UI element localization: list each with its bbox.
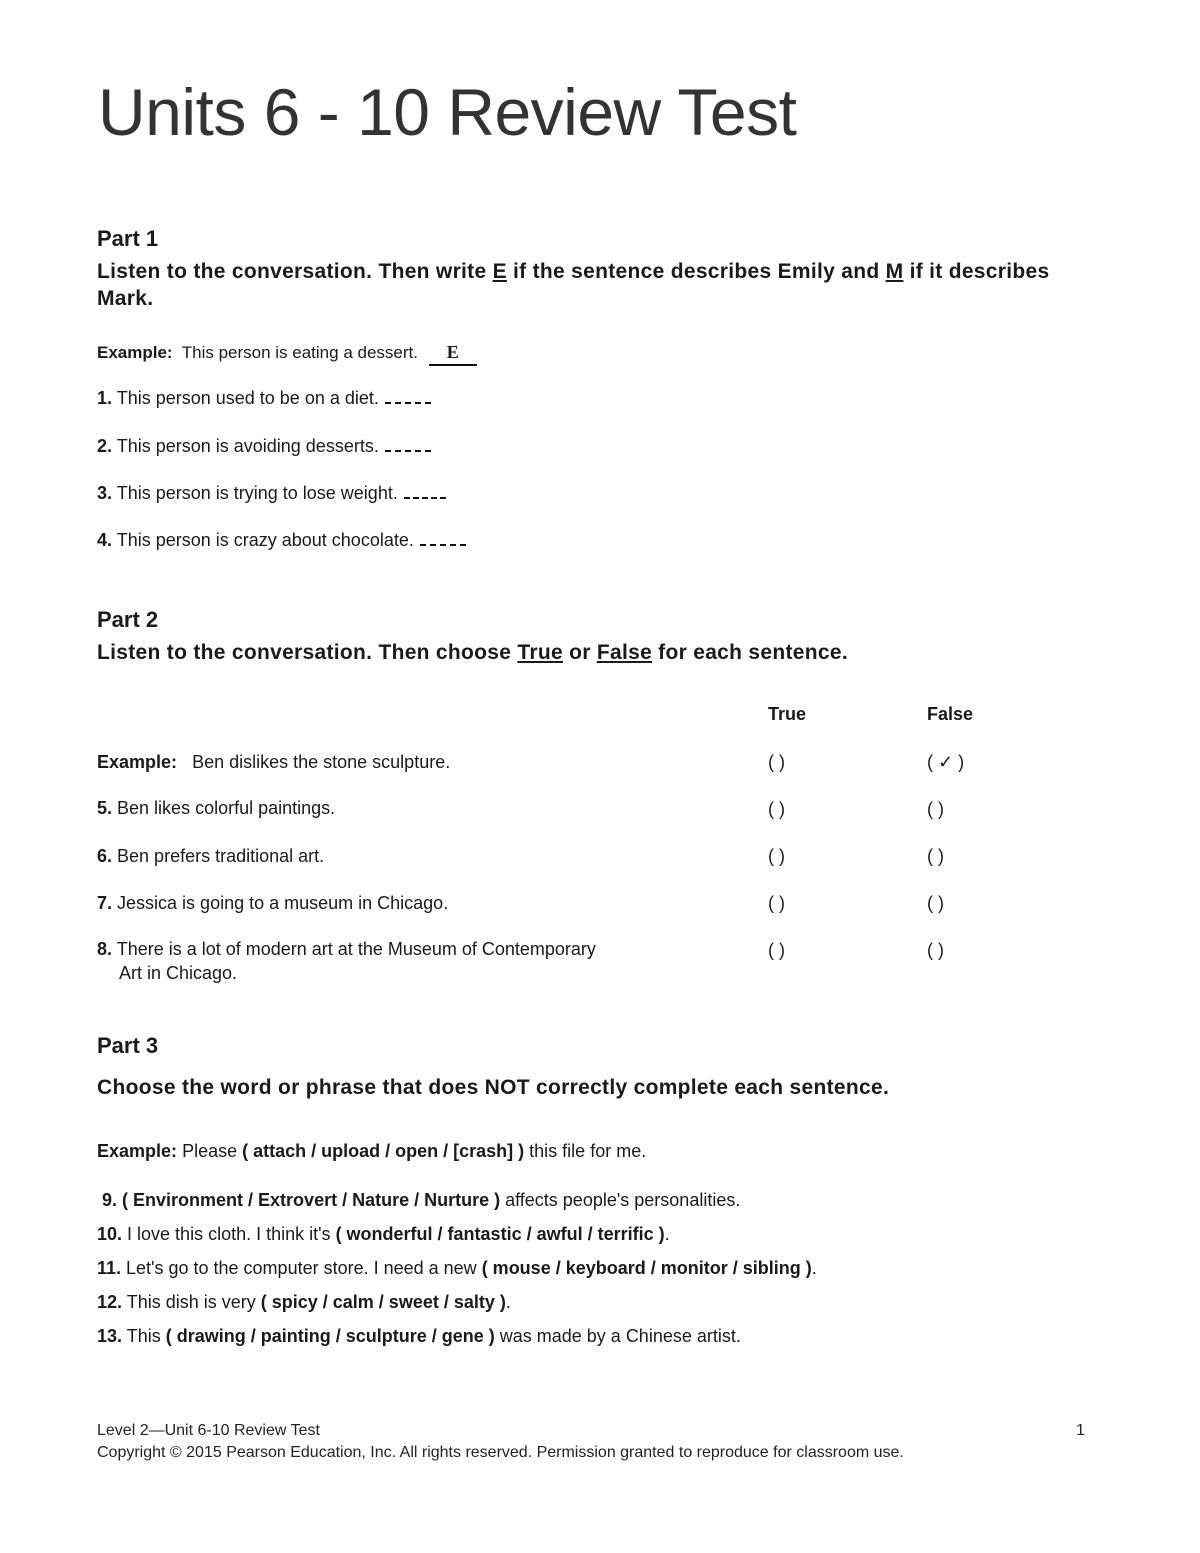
- false-option[interactable]: ( ): [927, 799, 944, 819]
- false-option[interactable]: ( ): [927, 940, 944, 960]
- part2-instr-pre: Listen to the conversation. Then choose: [97, 641, 518, 664]
- example-answer: E: [429, 340, 477, 366]
- part1-item-3: [97, 481, 446, 505]
- part3-item-12: [97, 1292, 511, 1313]
- example-pre: Please: [182, 1141, 238, 1161]
- part2-example: [97, 750, 450, 774]
- item-pre: This dish is very: [122, 1292, 261, 1312]
- part1-instr-mid: if the sentence describes Emily and: [506, 260, 886, 283]
- part2-instr-or: or: [562, 641, 597, 664]
- part3-item-13: [97, 1326, 741, 1347]
- page-number: 1: [1076, 1422, 1085, 1439]
- answer-blank[interactable]: [404, 483, 446, 499]
- item-number: 3.: [97, 483, 113, 503]
- example-label: Example:: [97, 343, 173, 362]
- item-number: 4.: [97, 530, 113, 550]
- item-text: There is a lot of modern art at the Museum of Contemporary: [116, 939, 596, 959]
- page-title: Units 6 - 10 Review Test: [98, 75, 797, 149]
- part1-item-4: [97, 528, 466, 552]
- item-number: 13.: [97, 1326, 123, 1346]
- example-label: Example:: [97, 1141, 178, 1161]
- column-header-false: False: [927, 704, 974, 724]
- item-pre: This: [122, 1326, 166, 1346]
- item-number: 1.: [97, 388, 113, 408]
- part2-item-6: [97, 844, 324, 868]
- example-text: This person is eating a dessert.: [181, 343, 418, 362]
- example-false-option-checked[interactable]: ( ✓ ): [927, 752, 965, 772]
- part1-label: Part 1: [97, 226, 159, 251]
- part2-item-8: [97, 937, 596, 985]
- part3-instructions: Choose the word or phrase that does NOT correctly complete each sentence.: [97, 1076, 890, 1099]
- item-choices: ( Environment / Extrovert / Nature / Nurture ): [122, 1190, 501, 1210]
- true-option[interactable]: ( ): [768, 893, 785, 913]
- example-true-option[interactable]: ( ): [768, 752, 785, 772]
- item-number: 10.: [97, 1224, 123, 1244]
- part1-item-2: [97, 434, 431, 458]
- part1-instr-pre: Listen to the conversation. Then write: [97, 260, 493, 283]
- example-post: this file for me.: [529, 1141, 647, 1161]
- part2-instructions: [97, 639, 1057, 666]
- item-text: Jessica is going to a museum in Chicago.: [117, 893, 449, 913]
- item-text: This person used to be on a diet.: [116, 388, 379, 408]
- footer-title: Level 2—Unit 6-10 Review Test: [97, 1422, 320, 1439]
- item-post: .: [505, 1292, 511, 1312]
- item-number: 7.: [97, 893, 113, 913]
- part1-instr-e: E: [492, 260, 507, 283]
- item-text: This person is trying to lose weight.: [116, 483, 398, 503]
- example-choices: ( attach / upload / open / [crash] ): [242, 1141, 525, 1161]
- item-choices: ( spicy / calm / sweet / salty ): [260, 1292, 506, 1312]
- item-number: 9.: [102, 1190, 118, 1210]
- part2-label: Part 2: [97, 607, 159, 632]
- item-post: .: [811, 1258, 817, 1278]
- item-post: .: [664, 1224, 670, 1244]
- part1-instr-post: if it describes Mark.: [97, 260, 1050, 310]
- answer-blank[interactable]: [385, 388, 431, 404]
- part3-item-11: [97, 1258, 817, 1279]
- footer-copyright: Copyright © 2015 Pearson Education, Inc. All rights reserved. Permission granted to reproduce for classroom use.: [97, 1444, 904, 1461]
- item-text: Ben prefers traditional art.: [117, 846, 325, 866]
- item-text: This person is avoiding desserts.: [116, 436, 379, 456]
- answer-blank[interactable]: [420, 530, 466, 546]
- item-number: 5.: [97, 798, 113, 818]
- item-number: 8.: [97, 939, 113, 959]
- item-pre: I love this cloth. I think it's: [122, 1224, 336, 1244]
- part2-instr-false: False: [596, 641, 653, 664]
- false-option[interactable]: ( ): [927, 893, 944, 913]
- item-text: Ben likes colorful paintings.: [117, 798, 336, 818]
- answer-blank[interactable]: [385, 436, 431, 452]
- true-option[interactable]: ( ): [768, 799, 785, 819]
- item-choices: ( mouse / keyboard / monitor / sibling ): [481, 1258, 812, 1278]
- item-choices: ( wonderful / fantastic / awful / terrific ): [335, 1224, 665, 1244]
- false-option[interactable]: ( ): [927, 846, 944, 866]
- column-header-true: True: [768, 704, 807, 724]
- part1-item-1: [97, 386, 431, 410]
- item-pre: Let's go to the computer store. I need a new: [121, 1258, 482, 1278]
- item-choices: ( drawing / painting / sculpture / gene ): [165, 1326, 495, 1346]
- example-text: Ben dislikes the stone sculpture.: [192, 752, 451, 772]
- part3-label: Part 3: [97, 1033, 159, 1058]
- item-number: 12.: [97, 1292, 123, 1312]
- part2-item-7: [97, 891, 448, 915]
- part1-instr-m: M: [885, 260, 904, 283]
- item-text: This person is crazy about chocolate.: [116, 530, 414, 550]
- example-label: Example:: [97, 752, 178, 772]
- part1-instructions: [97, 258, 1057, 312]
- item-post: affects people's personalities.: [500, 1190, 741, 1210]
- part2-instr-post: for each sentence.: [652, 641, 848, 664]
- item-number: 11.: [97, 1258, 122, 1278]
- part1-example: [97, 340, 477, 366]
- part2-item-5: [97, 796, 335, 820]
- part3-item-10: [97, 1224, 670, 1245]
- item-text-continued: Art in Chicago.: [119, 963, 238, 983]
- item-number: 6.: [97, 846, 113, 866]
- part3-example: [97, 1141, 646, 1162]
- part3-item-9: [102, 1190, 740, 1211]
- true-option[interactable]: ( ): [768, 940, 785, 960]
- true-option[interactable]: ( ): [768, 846, 785, 866]
- item-post: was made by a Chinese artist.: [494, 1326, 741, 1346]
- part2-instr-true: True: [517, 641, 563, 664]
- item-number: 2.: [97, 436, 113, 456]
